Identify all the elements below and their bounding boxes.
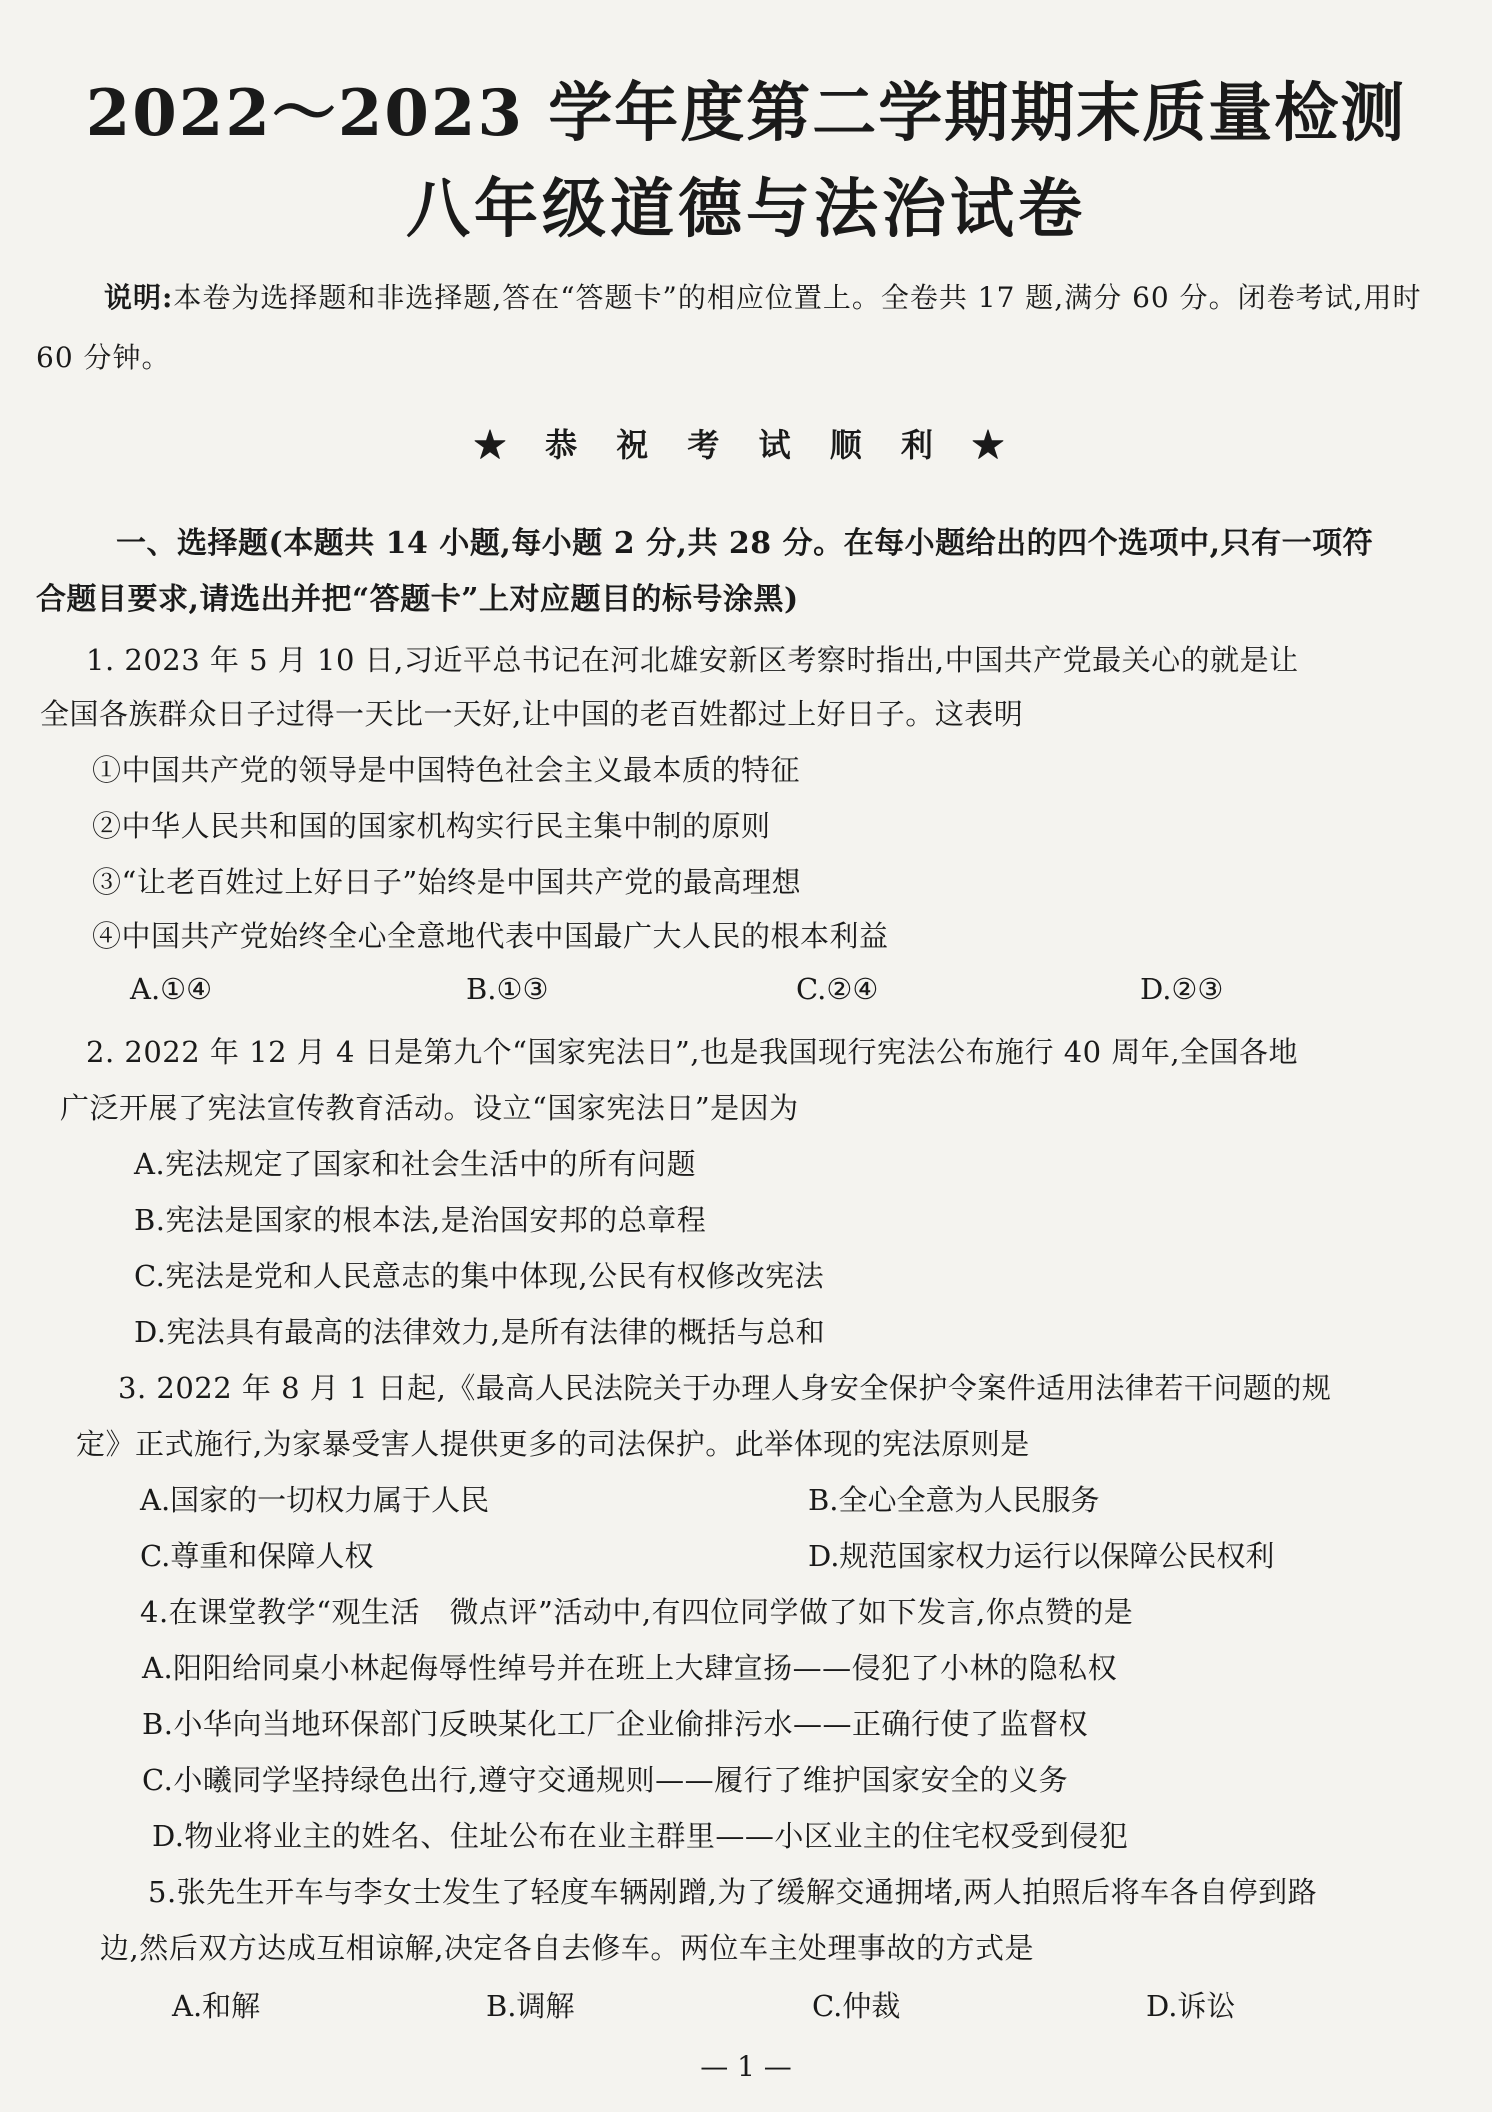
question-2-option-d: D.宪法具有最高的法律效力,是所有法律的概括与总和: [134, 1315, 826, 1349]
exam-subtitle: 八年级道德与法治试卷: [406, 172, 1086, 247]
question-5-option-a: A.和解: [172, 1989, 261, 2023]
question-4-option-a: A.阳阳给同桌小林起侮辱性绰号并在班上大肆宣扬——侵犯了小林的隐私权: [142, 1651, 1118, 1685]
good-luck-banner: ★ 恭 祝 考 试 顺 利 ★: [474, 426, 1018, 464]
instructions: [36, 268, 1456, 388]
question-1-item-2: ②中华人民共和国的国家机构实行民主集中制的原则: [92, 809, 771, 843]
question-4-option-d: D.物业将业主的姓名、住址公布在业主群里——小区业主的住宅权受到侵犯: [152, 1819, 1129, 1853]
question-1-stem: 1. 2023 年 5 月 10 日,习近平总书记在河北雄安新区考察时指出,中国共产党最关心的就是让: [86, 643, 1299, 677]
question-5-stem-cont: 边,然后双方达成互相谅解,决定各自去修车。两位车主处理事故的方式是: [100, 1931, 1034, 1965]
question-5-stem: 5.张先生开车与李女士发生了轻度车辆剐蹭,为了缓解交通拥堵,两人拍照后将车各自停到路: [148, 1875, 1318, 1909]
question-5-option-c: C.仲裁: [812, 1989, 901, 2023]
question-4-stem: 4.在课堂教学“观生活 微点评”活动中,有四位同学做了如下发言,你点赞的是: [140, 1595, 1134, 1629]
question-3-option-a: A.国家的一切权力属于人民: [140, 1483, 490, 1517]
page-number: — 1 —: [700, 2050, 792, 2083]
question-1-item-1: ①中国共产党的领导是中国特色社会主义最本质的特征: [92, 753, 801, 787]
question-1-item-3: ③“让老百姓过上好日子”始终是中国共产党的最高理想: [92, 865, 802, 899]
question-1-item-4: ④中国共产党始终全心全意地代表中国最广大人民的根本利益: [92, 919, 889, 953]
instructions-text: 本卷为选择题和非选择题,答在“答题卡”的相应位置上。全卷共 17 题,满分 60 分。闭卷考试,用时 60 分钟。: [36, 281, 1422, 374]
section-heading-cont: 合题目要求,请选出并把“答题卡”上对应题目的标号涂黑): [36, 582, 799, 617]
question-3-stem: 3. 2022 年 8 月 1 日起,《最高人民法院关于办理人身安全保护令案件适用法律若干问题的规: [118, 1371, 1332, 1405]
section-heading: 一、选择题(本题共 14 小题,每小题 2 分,共 28 分。在每小题给出的四个选项中,只有一项符: [116, 526, 1374, 561]
question-2-stem-cont: 广泛开展了宪法宣传教育活动。设立“国家宪法日”是因为: [60, 1091, 799, 1125]
question-3-option-b: B.全心全意为人民服务: [808, 1483, 1100, 1517]
question-3-option-c: C.尊重和保障人权: [140, 1539, 374, 1573]
question-1-stem-cont: 全国各族群众日子过得一天比一天好,让中国的老百姓都过上好日子。这表明: [40, 697, 1024, 731]
question-1-option-c: C.②④: [796, 972, 879, 1006]
question-2-option-a: A.宪法规定了国家和社会生活中的所有问题: [134, 1147, 697, 1181]
question-4-option-c: C.小曦同学坚持绿色出行,遵守交通规则——履行了维护国家安全的义务: [142, 1763, 1069, 1797]
question-3-option-d: D.规范国家权力运行以保障公民权利: [808, 1539, 1275, 1573]
question-1-option-d: D.②③: [1140, 972, 1224, 1006]
question-5-option-d: D.诉讼: [1146, 1989, 1236, 2023]
instructions-label: 说明:: [104, 281, 174, 314]
exam-title: 2022～2023 学年度第二学期期末质量检测: [85, 76, 1407, 151]
question-2-stem: 2. 2022 年 12 月 4 日是第九个“国家宪法日”,也是我国现行宪法公布施行 40 周年,全国各地: [86, 1035, 1299, 1069]
question-3-stem-cont: 定》正式施行,为家暴受害人提供更多的司法保护。此举体现的宪法原则是: [76, 1427, 1030, 1461]
question-1-option-b: B.①③: [466, 972, 549, 1006]
question-4-option-b: B.小华向当地环保部门反映某化工厂企业偷排污水——正确行使了监督权: [142, 1707, 1089, 1741]
question-5-option-b: B.调解: [486, 1989, 575, 2023]
question-2-option-b: B.宪法是国家的根本法,是治国安邦的总章程: [134, 1203, 707, 1237]
question-2-option-c: C.宪法是党和人民意志的集中体现,公民有权修改宪法: [134, 1259, 825, 1293]
question-1-option-a: A.①④: [130, 972, 213, 1006]
